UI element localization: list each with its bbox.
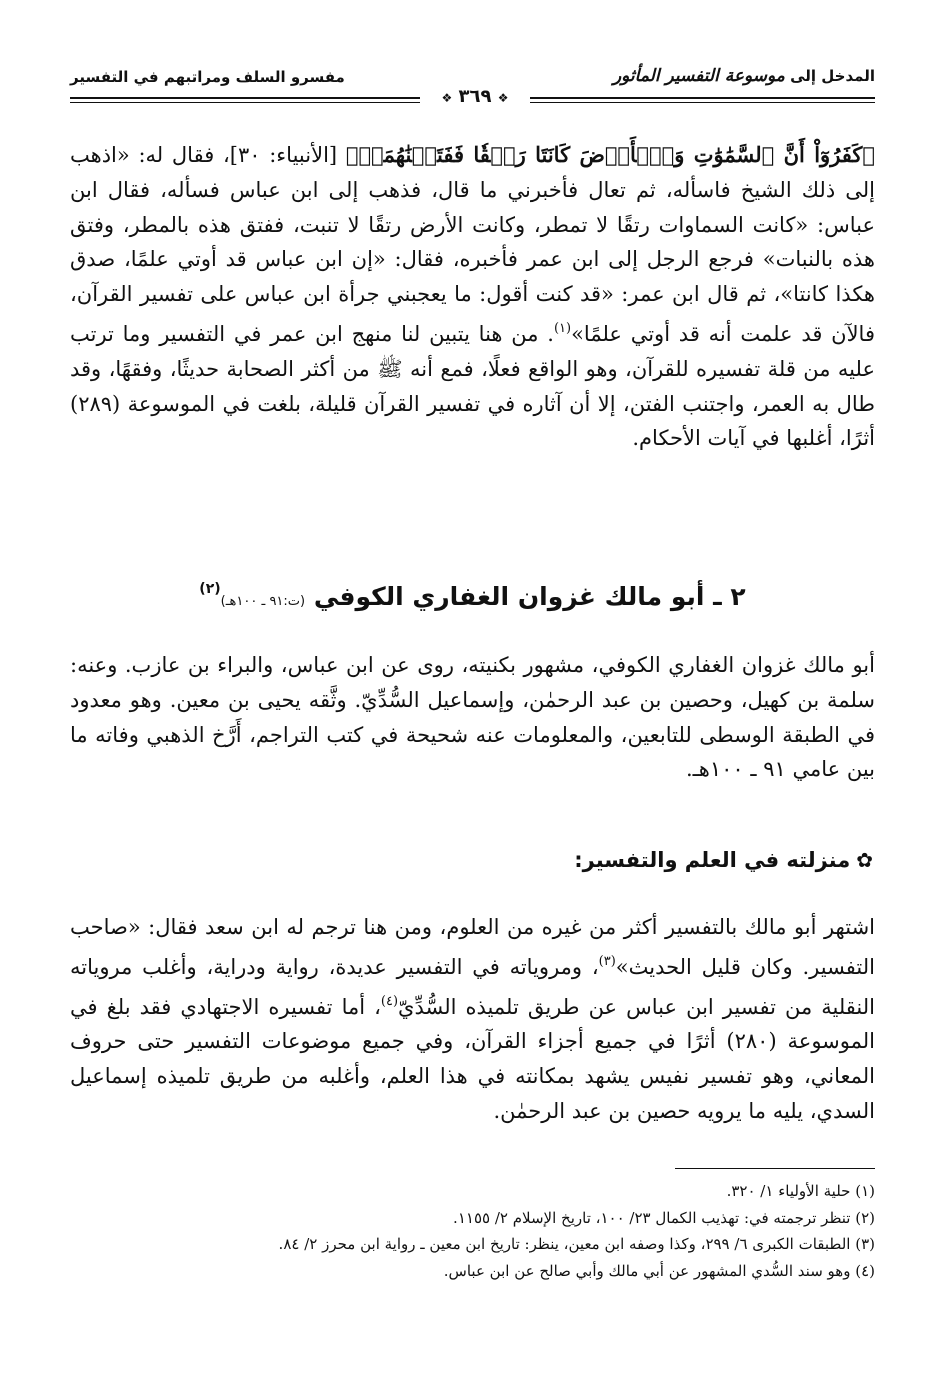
paragraph-text: ، ومروياته في التفسير عديدة، رواية ودراية، وأغلب مروياته النقلية من تفسير ابن عباس عن طريق تلميذه السُّدِّيّ <box>70 954 875 1019</box>
footnote-item: (٢) تنظر ترجمته في: تهذيب الكمال ٢٣/ ١٠٠، تاريخ الإسلام ٢/ ١١٥٥. <box>453 1208 875 1227</box>
paragraph-text: [الأنبياء: ٣٠]، فقال له: «اذهب إلى ذلك الشيخ فاسأله، ثم تعال فأخبرني ما قال، فذهب إلى ابن عباس فسأله، فقال ابن عباس: «كانت السماوات رتقًا لا تمطر، وكانت الأرض رتقًا لا تنبت، ففتق هذه بالمطر، وفتق هذه بالنبات» فرجع الرجل إلى ابن عمر فأخبره، فقال: «إن ابن عباس قد أوتي علمًا، صدق هكذا كانتا»، ثم قال ابن عمر: «قد كنت أقول: ما يعجبني جرأة ابن عباس على تفسير القرآن، فالآن قد علمت أنه قد أوتي علمًا» <box>70 143 875 346</box>
header-series: المدخل إلى <box>790 67 875 85</box>
header-section-title: مفسرو السلف ومراتبهم في التفسير <box>70 68 345 86</box>
paragraph-text: . من هنا يتبين لنا منهج ابن عمر في التفسير وما ترتب عليه من قلة تفسيره للقرآن، وهو الواقع فعلًا، فمع أنه ﷺ من أكثر الصحابة حديثًا، وفقهًا، وقد طال به العمر، واجتنب الفتن، إلا أن آثاره في تفسير القرآن قليلة، بلغت في الموسوعة (٢٨٩) أثرًا، أغلبها في آيات الأحكام. <box>70 321 875 451</box>
paragraph-biography: أبو مالك غزوان الغفاري الكوفي، مشهور بكنيته، روى عن ابن عباس، والبراء بن عازب. وعنه: سلمة بن كهيل، وحصين بن عبد الرحمٰن، وإسماعيل السُّدِّيّ. وثَّقه يحيى بن معين. وهو معدود في الطبقة الوسطى للتابعين، والمعلومات عنه شحيحة في كتب التراجم، أَرَّخ الذهبي وفاته ما بين عامي ٩١ ـ ١٠٠هـ. <box>70 653 875 782</box>
footnote-item: (١) حلية الأولياء ١/ ٣٢٠. <box>726 1182 875 1200</box>
ornament-icon: ❖ <box>441 91 453 105</box>
footnote-item: (٤) وهو سند السُّدي المشهور عن أبي مالك وأبي صالح عن ابن عباس. <box>443 1261 875 1280</box>
paragraph-tafsir-status <box>70 910 875 1129</box>
footnote-ref-2: (٢) <box>199 581 221 597</box>
section-heading-title: ٢ ـ أبو مالك غزوان الغفاري الكوفي <box>313 582 746 611</box>
page-number-value: ٣٦٩ <box>458 86 492 107</box>
page-number <box>420 86 530 107</box>
footnote-separator <box>675 1168 875 1169</box>
footnote-ref-4: (٤) <box>380 993 399 1009</box>
paragraph-text: ، أما تفسيره الاجتهادي فقد بلغ في الموسوعة (٢٨٠) أثرًا في جميع أجزاء القرآن، وفي جميع موضوعات التفسير حتى حروف المعاني، وهو تفسير نفيس يشهد بمكانته في هذا العلم، وأغلبه من طريق تلميذه إسماعيل السدي، يليه ما يرويه حصين بن عبد الرحمٰن. <box>70 994 875 1123</box>
ornament-icon: ❖ <box>497 91 509 105</box>
paragraph-text: اشتهر أبو مالك بالتفسير أكثر من غيره من العلوم، ومن هنا ترجم له ابن سعد فقال: «صاحب التفسير. وكان قليل الحديث» <box>70 915 875 979</box>
paragraph-ibn-umar <box>70 138 875 456</box>
footnotes <box>70 1178 875 1284</box>
footnote-item: (٣) الطبقات الكبرى ٦/ ٢٩٩، وكذا وصفه ابن معين، ينظر: تاريخ ابن معين ـ رواية ابن محرز ٢/ ٨٤. <box>278 1235 875 1253</box>
section-heading <box>70 581 875 611</box>
footnote-ref-3: (٣) <box>598 953 616 969</box>
flower-ornament-icon: ✿ <box>856 848 873 872</box>
footnote-ref-1: (١) <box>553 320 572 336</box>
subheading <box>574 848 873 872</box>
quran-verse: ﴿كَفَرُوٓاْ أَنَّ ٱلسَّمَٰوَٰتِ وَٱلۡأَرۡضَ كَانَتَا رَتۡقٗا فَفَتَقۡنَٰهُمَاۖ﴾ <box>345 142 875 167</box>
section-heading-dates: (ت:٩١ ـ ١٠٠هـ) <box>220 594 306 609</box>
subheading-title: منزلته في العلم والتفسير: <box>574 848 851 872</box>
book-page <box>70 48 875 1368</box>
header-book-title <box>613 66 875 86</box>
running-header <box>70 56 875 107</box>
header-book-name: موسوعة التفسير المأثور <box>612 66 785 86</box>
